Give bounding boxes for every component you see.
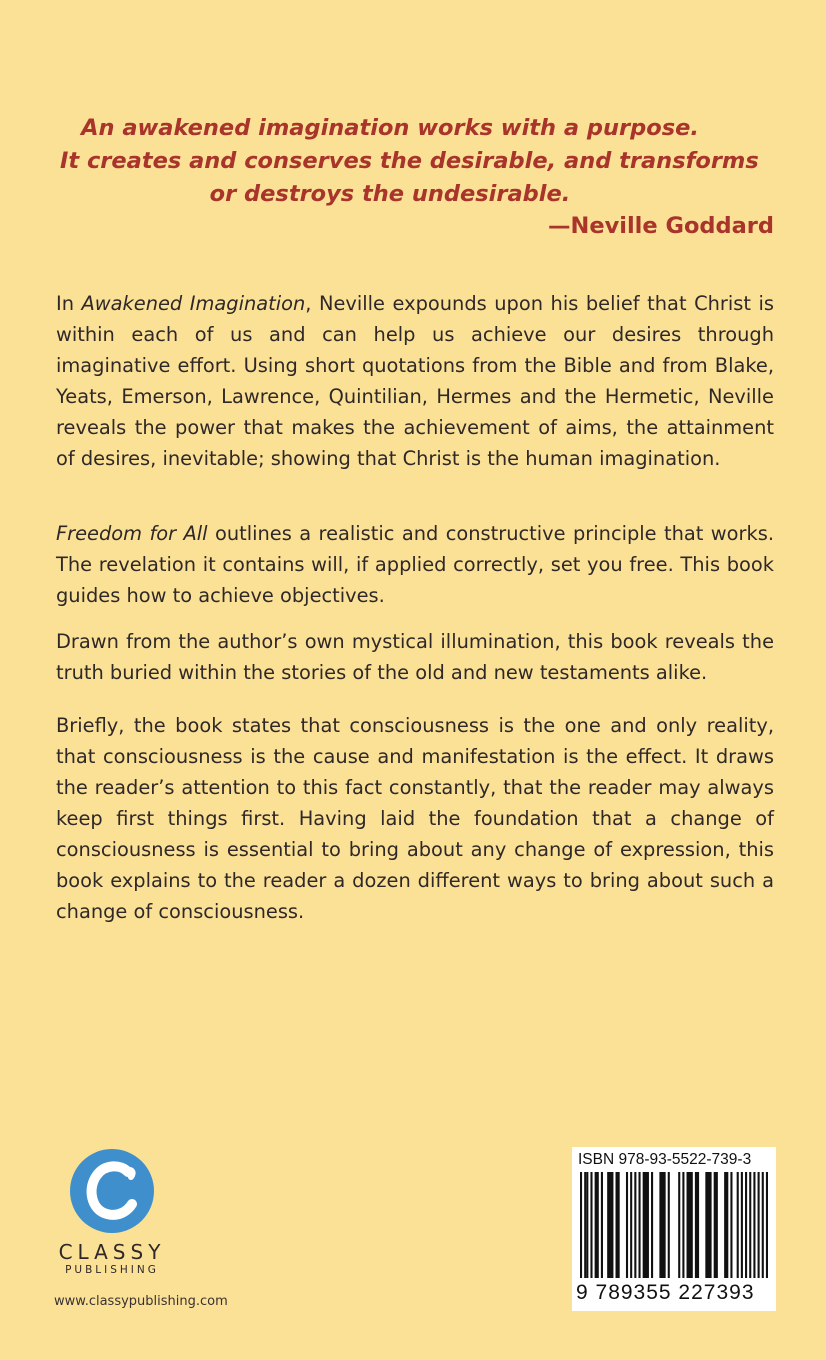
paragraph-2-text: outlines a realistic and constructive principle that works. The revelation it contains will, if applied correctly, set you free. This book guides how to achieve objectives. bbox=[56, 522, 775, 607]
barcode-bar bbox=[724, 1172, 728, 1278]
isbn-barcode bbox=[572, 1147, 776, 1311]
barcode-bar bbox=[714, 1172, 718, 1278]
isbn-label: ISBN 978-93-5522-739-3 bbox=[578, 1151, 752, 1168]
barcode-bar bbox=[584, 1172, 586, 1278]
barcode-bar bbox=[678, 1172, 680, 1278]
barcode-bar bbox=[730, 1172, 732, 1278]
paragraph-1-text: , Neville expounds upon his belief that Christ is within each of us and can help us achieve our desires through imaginative effort. Using short quotations from the Bible and from Blake, Yeats, Emerson, Lawrence, Quintilian, Hermes and the Hermetic, Neville reveals the power that makes the achievement of aims, the attainment of desires, inevitable; showing that Christ is the human imagination. bbox=[56, 292, 774, 470]
barcode-bar bbox=[659, 1172, 665, 1278]
barcode-bar bbox=[643, 1172, 649, 1278]
barcode-bar bbox=[590, 1172, 592, 1278]
barcode-bar bbox=[695, 1172, 699, 1278]
description-paragraph-2 bbox=[56, 518, 774, 611]
barcode-bar bbox=[586, 1172, 588, 1278]
barcode-bar bbox=[668, 1172, 670, 1278]
barcode-bar bbox=[737, 1172, 739, 1278]
barcode-bar bbox=[626, 1172, 628, 1278]
epigraph-quote bbox=[60, 112, 759, 211]
description-paragraph-1 bbox=[56, 288, 774, 474]
quote-line-2: It creates and conserves the desirable, and transforms bbox=[60, 148, 759, 174]
barcode-bar bbox=[601, 1172, 603, 1278]
barcode-bar bbox=[745, 1172, 747, 1278]
barcode-bar bbox=[638, 1172, 640, 1278]
barcode-bar bbox=[753, 1172, 755, 1278]
barcode-bar bbox=[749, 1172, 751, 1278]
barcode-bar bbox=[758, 1172, 760, 1278]
barcode-digits: 9 789355 227393 bbox=[576, 1281, 755, 1304]
paragraph-1-prefix: In bbox=[56, 292, 82, 315]
book-title-awakened-imagination: Awakened Imagination bbox=[81, 292, 306, 315]
publisher-name: CLASSY bbox=[58, 1240, 166, 1264]
barcode-bar bbox=[651, 1172, 653, 1278]
barcode-bar bbox=[634, 1172, 636, 1278]
barcode-bar bbox=[705, 1172, 711, 1278]
quote-attribution: —Neville Goddard bbox=[547, 213, 774, 239]
barcode-bar bbox=[741, 1172, 743, 1278]
barcode-bars bbox=[580, 1172, 768, 1278]
barcode-bar bbox=[630, 1172, 632, 1278]
barcode-bar bbox=[595, 1172, 599, 1278]
description-paragraph-3: Drawn from the author’s own mystical illumination, this book reveals the truth buried within the stories of the old and new testaments alike. bbox=[56, 630, 774, 684]
quote-line-1: An awakened imagination works with a purpose. bbox=[81, 115, 699, 141]
barcode-bar bbox=[616, 1172, 620, 1278]
quote-line-3: or destroys the undesirable. bbox=[209, 181, 571, 207]
barcode-bar bbox=[766, 1172, 768, 1278]
barcode-bar bbox=[682, 1172, 684, 1278]
publisher-subtitle: PUBLISHING bbox=[65, 1264, 159, 1276]
barcode-bar bbox=[580, 1172, 582, 1278]
book-title-freedom-for-all: Freedom for All bbox=[56, 522, 208, 545]
barcode-bar bbox=[762, 1172, 764, 1278]
barcode-bar bbox=[687, 1172, 693, 1278]
description-paragraph-4: Briefly, the book states that consciousness is the one and only reality, that consciousness is the cause and manifestation is the effect. It draws the reader’s attention to this fact constantly, that the reader may always keep first things first. Having laid the foundation that a change of consciousness is essential to bring about any change of expression, this book explains to the reader a dozen different ways to bring about such a change of consciousness. bbox=[56, 714, 774, 923]
publisher-website: www.classypublishing.com bbox=[54, 1294, 228, 1309]
c-letter-circle-icon bbox=[69, 1148, 155, 1234]
barcode-bar bbox=[607, 1172, 613, 1278]
